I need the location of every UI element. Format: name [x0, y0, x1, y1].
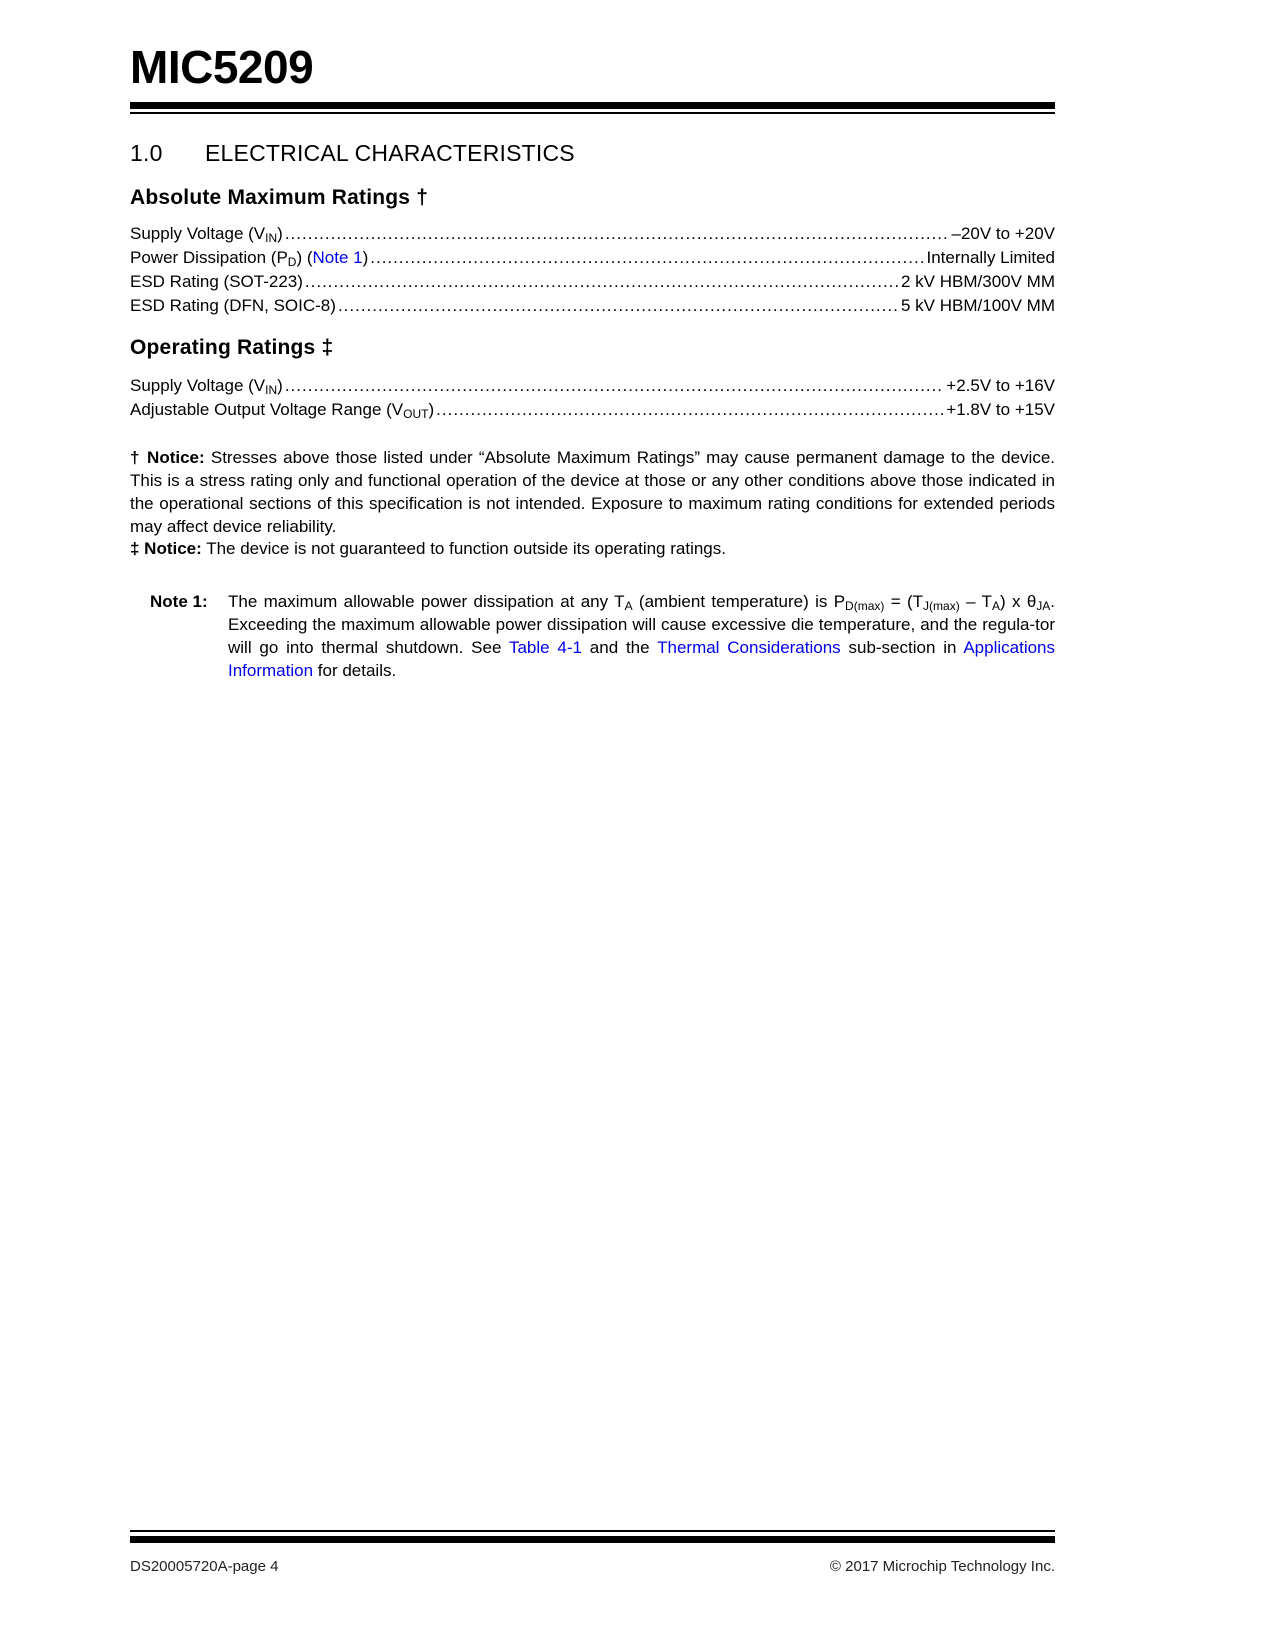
note-1-link[interactable]: Note 1: [312, 248, 363, 267]
rating-value: 2 kV HBM/300V MM: [901, 272, 1055, 291]
rating-row: [130, 374, 1055, 398]
notice-absolute: † Notice: Stresses above those listed under “Absolute Maximum Ratings” may cause permanent damage to the device. This is a stress rating only and functional operation of the device at those or any other conditions above those indicated in the operational sections of this specification is not intended. Exposure to maximum rating conditions for extended periods may affect device reliability.: [130, 448, 1056, 536]
rating-value: –20V to +20V: [951, 224, 1055, 243]
footer-rule-thin: [130, 1530, 1055, 1532]
table-4-1-link[interactable]: Table 4-1: [508, 638, 582, 657]
section-heading: [130, 140, 1055, 167]
note-text: The maximum allowable power dissipation at any $T_A$ (ambient temperature) is $P_{D(max)} = (T_{J(max)} - T_A)$ x $\theta_{JA}$. Exceeding the maximum allowable power dissipation will cause excessive die temperature, and the regula-tor will go into thermal shutdown. See Table 4-1 and the Thermal Considerations sub-section in Applications Information for details.: [228, 592, 1056, 680]
page-id: DS20005720A-page 4: [130, 1558, 279, 1575]
rating-row: [130, 270, 1055, 294]
abs-max-heading: Absolute Maximum Ratings †: [130, 186, 429, 209]
header-rule-thick: [130, 102, 1055, 109]
header-rule-thin: [130, 112, 1055, 114]
rating-label: Supply Voltage $(V_{IN})$: [130, 376, 283, 397]
section-number: 1.0: [130, 140, 163, 166]
operating-ratings-heading: Operating Ratings ‡: [130, 336, 334, 359]
rating-value: +1.8V to +15V: [946, 400, 1055, 419]
notice-operating: ‡ Notice: The device is not guaranteed to function outside its operating ratings.: [130, 539, 726, 558]
rating-label: Power Dissipation $(P_D)$ (Note 1): [130, 248, 369, 269]
thermal-considerations-link[interactable]: Thermal Considerations: [657, 638, 841, 657]
rating-row: [130, 246, 1055, 270]
note-1: [150, 590, 1055, 682]
section-title: ELECTRICAL CHARACTERISTICS: [205, 140, 575, 166]
applications-information-link[interactable]: Applications Information: [228, 638, 1056, 680]
rating-label: Adjustable Output Voltage Range $(V_{OUT})$: [130, 400, 435, 421]
rating-value: Internally Limited: [926, 248, 1055, 267]
operating-list: [130, 374, 1055, 422]
rating-value: 5 kV HBM/100V MM: [901, 296, 1055, 315]
rating-label: ESD Rating (DFN, SOIC-8): [130, 296, 336, 315]
note-label: Note 1:: [150, 592, 208, 611]
rating-label: Supply Voltage $(V_{IN})$: [130, 224, 283, 245]
rating-row: [130, 398, 1055, 422]
rating-row: [130, 294, 1055, 318]
document-title: MIC5209: [130, 41, 314, 93]
footer-rule-thick: [130, 1536, 1055, 1543]
copyright: © 2017 Microchip Technology Inc.: [829, 1558, 1055, 1575]
footer: [130, 1558, 1055, 1575]
rating-label: ESD Rating (SOT-223): [130, 272, 303, 291]
rating-row: [130, 222, 1055, 246]
rating-value: +2.5V to +16V: [946, 376, 1055, 395]
abs-max-list: [130, 222, 1055, 318]
